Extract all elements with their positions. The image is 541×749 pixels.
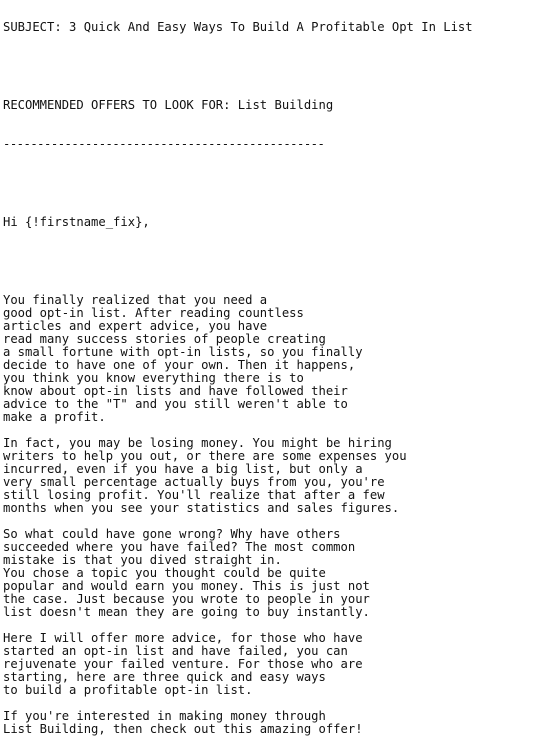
blank-line [3,60,539,73]
paragraph-line: know about opt-in lists and have followed their [3,384,348,398]
paragraph-line: incurred, even if you have a big list, but only a [3,462,363,476]
paragraph-line: You chose a topic you thought could be quite [3,566,326,580]
paragraph-line: you think you know everything there is to [3,371,304,385]
paragraph-line: list doesn't mean they are going to buy instantly. [3,605,370,619]
paragraph [3,528,539,619]
email-subject: SUBJECT: 3 Quick And Easy Ways To Build A Profitable Opt In List [3,20,473,34]
paragraph [3,632,539,697]
paragraph-line: a small fortune with opt-in lists, so you finally [3,345,363,359]
paragraph-line: mistake is that you dived straight in. [3,553,282,567]
paragraph-line: rejuvenate your failed venture. For those who are [3,657,363,671]
paragraph-line: to build a profitable opt-in list. [3,683,253,697]
blank-line [3,255,539,268]
paragraph-line: articles and expert advice, you have [3,319,268,333]
paragraph-line: If you're interested in making money through [3,709,326,723]
email-body [3,0,539,749]
paragraph-line: writers to help you out, or there are some expenses you [3,449,407,463]
paragraph-line: read many success stories of people creating [3,332,326,346]
email-paragraphs [3,294,539,736]
blank-line [3,177,539,190]
paragraph [3,294,539,424]
paragraph-line: months when you see your statistics and sales figures. [3,501,400,515]
paragraph-line: In fact, you may be losing money. You might be hiring [3,436,392,450]
recommended-offers-line: RECOMMENDED OFFERS TO LOOK FOR: List Building [3,98,334,112]
paragraph-line: make a profit. [3,410,106,424]
greeting: Hi {!firstname_fix}, [3,215,150,229]
paragraph-line: decide to have one of your own. Then it happens, [3,358,356,372]
paragraph-line: started an opt-in list and have failed, you can [3,644,348,658]
paragraph-line: still losing profit. You'll realize that after a few [3,488,385,502]
paragraph-line: You finally realized that you need a [3,293,268,307]
paragraph [3,437,539,515]
paragraph-line: succeeded where you have failed? The most common [3,540,356,554]
separator-line: ----------------------------------------------- [3,137,325,151]
paragraph-line: very small percentage actually buys from you, you're [3,475,385,489]
paragraph-line: popular and would earn you money. This is just not [3,579,370,593]
paragraph-line: List Building, then check out this amazing offer! [3,722,363,736]
paragraph-line: the case. Just because you wrote to people in your [3,592,370,606]
paragraph-line: good opt-in list. After reading countless [3,306,304,320]
paragraph-line: Here I will offer more advice, for those who have [3,631,363,645]
blank-line [3,697,539,710]
paragraph-line: starting, here are three quick and easy ways [3,670,326,684]
paragraph-line: So what could have gone wrong? Why have others [3,527,341,541]
paragraph-line: advice to the "T" and you still weren't able to [3,397,348,411]
paragraph [3,710,539,736]
blank-line [3,619,539,632]
